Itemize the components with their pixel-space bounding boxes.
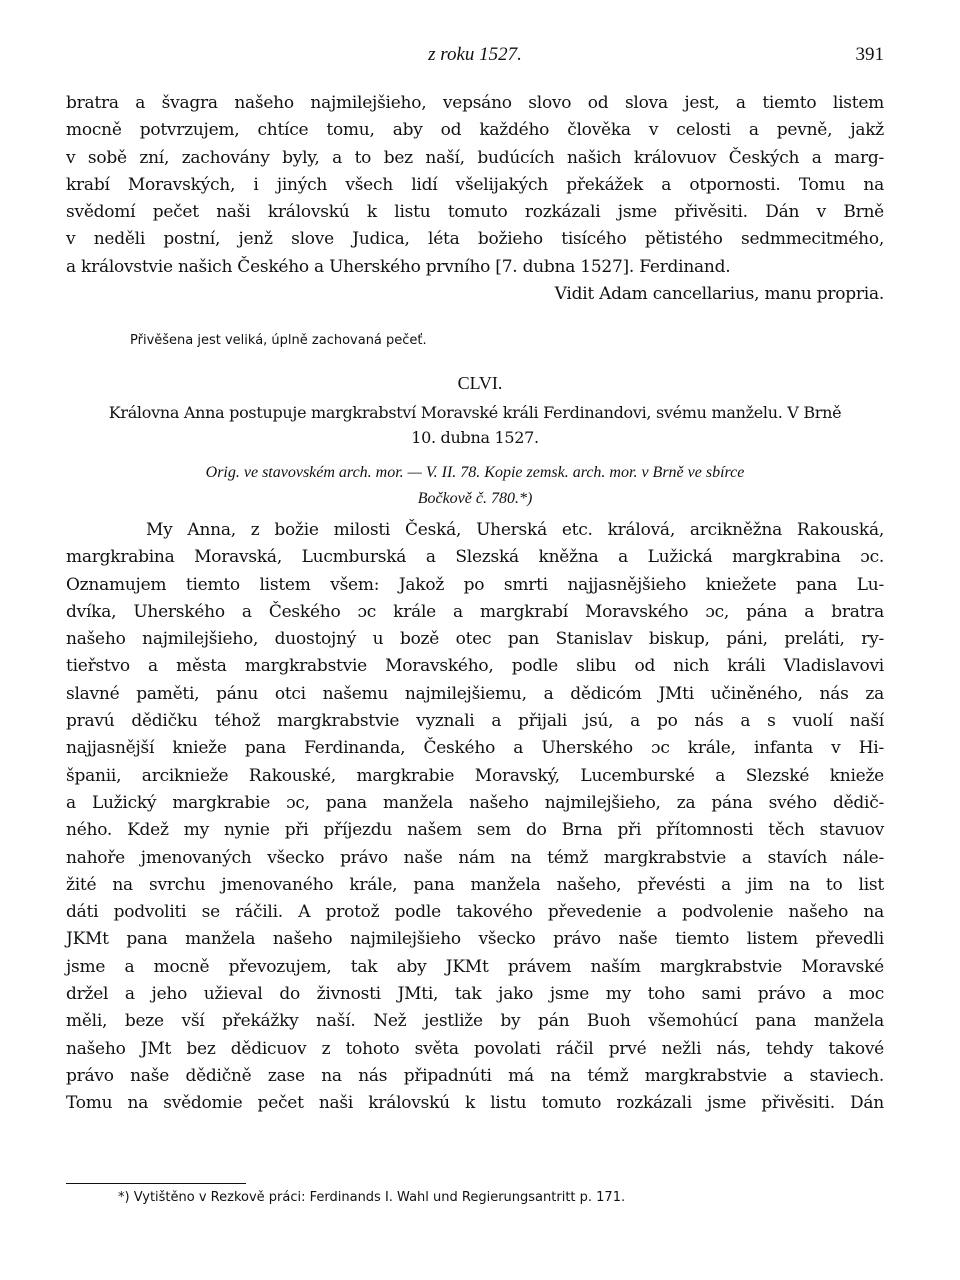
text-line: žité na svrchu jmenovaného krále, pana manžela našeho, převésti a jim na to list: [66, 874, 884, 895]
text-line: právo naše dědičně zase na nás připadnúti má na témž margkrabstvie a staviech.: [66, 1065, 884, 1086]
text-line: JKMt pana manžela našeho najmilejšieho všecko právo naše tiemto listem převedli: [66, 929, 884, 950]
source-note: [66, 460, 884, 512]
text-line: Oznamujem tiemto listem všem: Jakož po smrti najjasnějšieho kniežete pana Lu-: [66, 574, 884, 595]
text-line: tieřstvo a města margkrabstvie Moravského, podle slibu od nich králi Vladislavovi: [66, 656, 884, 677]
text-line: pravú dědičku téhož margkrabstvie vyznali a přijali jsú, a po nás a s vuolí naší: [66, 711, 884, 732]
paragraph-continuation: [66, 90, 884, 308]
text-line: španii, arcikniežе Rakouské, margkrabie Moravský, Lucemburské a Slezské knieže: [66, 765, 884, 786]
text-line: našeho JMt bez dědicuov z tohoto světa povolati ráčil prvé nežli nás, tehdy takové: [66, 1038, 884, 1059]
text-line: v sobě zní, zachovány byly, a to bez naší, budúcích našich královuov Českých a marg-: [66, 147, 884, 168]
document-number: CLVI.: [457, 373, 503, 393]
footnote: *) Vytištěno v Rezkově práci: Ferdinands I. Wahl und Regierungsantritt p. 171.: [118, 1190, 626, 1205]
text-line: najjasnější kniežе pana Ferdinanda, Českého a Uherského ɔc krále, infanta v Hi-: [66, 738, 884, 759]
text-line: ného. Kdež my nynie při příjezdu našem sem do Brna při přítomnosti těch stavuov: [66, 820, 884, 841]
source-line: Bočkově č. 780.*): [417, 490, 533, 507]
text-line: dáti podvoliti se ráčili. A protož podle takového převedenie a podvolenie našeho na: [66, 902, 884, 923]
text-line: jsme a mocně převozujem, tak aby JKMt právem naším margkrabstvie Moravské: [66, 956, 884, 977]
text-line: slavné paměti, pánu otci našemu najmilejšiemu, a dědicóm JMti učiněného, nás za: [66, 683, 884, 704]
source-line: Orig. ve stavovském arch. mor. — V. II. 78. Kopie zemsk. arch. mor. v Brně ve sbírce: [205, 464, 745, 481]
running-header: [66, 40, 884, 70]
text-line: krabí Moravských, i jiných všech lidí všelijakých překážek a otpornosti. Tomu na: [66, 174, 884, 195]
text-line: My Anna, z božie milosti Česká, Uherská etc. králová, arcikněžna Rakouská,: [146, 520, 884, 540]
text-line: mocně potvrzujem, chtíce tomu, aby od každého člověka v celosti a pevně, jakž: [66, 120, 884, 141]
document-regest: [66, 400, 884, 450]
text-line: margkrabina Moravská, Lucmburská a Slezská kněžna a Lužická margkrabina ɔc.: [66, 547, 884, 568]
seal-note: Přivěšena jest veliká, úplně zachovaná pečeť.: [130, 333, 427, 348]
text-line: nahoře jmenovaných všecko právo naše nám na témž margkrabstvie a stavích nále-: [66, 847, 884, 868]
text-line: dvíka, Uherského a Českého ɔc krále a margkrabí Moravského ɔc, pána a bratra: [66, 601, 884, 622]
regest-line: 10. dubna 1527.: [411, 428, 539, 447]
text-line: svědomí pečet naši královskú k listu tomuto rozkázali jsme přivěsiti. Dán v Brně: [66, 202, 884, 223]
text-line: bratra a švagra našeho najmilejšieho, vepsáno slovo od slova jest, a tiemto listem: [66, 93, 884, 113]
footnote-divider: [66, 1183, 246, 1184]
text-line: Tomu na svědomie pečet naši královskú k listu tomuto rozkázali jsme přivěsiti. Dán: [66, 1093, 884, 1114]
document-text: [66, 517, 884, 1118]
page-number: 391: [855, 44, 884, 65]
text-line: měli, beze vší překážky naší. Než jestliže by pán Buoh všemohúcí pana manžela: [66, 1011, 884, 1032]
text-line: v neděli postní, jenž slove Judica, léta božieho tisícého pětistého sedmmecitmého,: [66, 229, 884, 250]
signature-line: Vidit Adam cancellarius, manu propria.: [554, 284, 884, 305]
text-line: držel a jeho užieval do živnosti JMti, tak jako jsme my toho sami právo a moc: [66, 984, 884, 1005]
running-title: z roku 1527.: [428, 44, 522, 65]
text-line: a Lužický margkrabie ɔc, pana manžela našeho najmilejšieho, za pána svého dědič-: [66, 792, 884, 813]
text-line: a královstvie našich Českého a Uherského prvního [7. dubna 1527]. Ferdinand.: [66, 256, 731, 277]
regest-line: Královna Anna postupuje margkrabství Moravské králi Ferdinandovi, svému manželu. V Brně: [108, 403, 842, 422]
text-line: našeho najmilejšieho, duostojný u bozě otec pan Stanislav biskup, páni, preláti, ry-: [66, 629, 884, 650]
